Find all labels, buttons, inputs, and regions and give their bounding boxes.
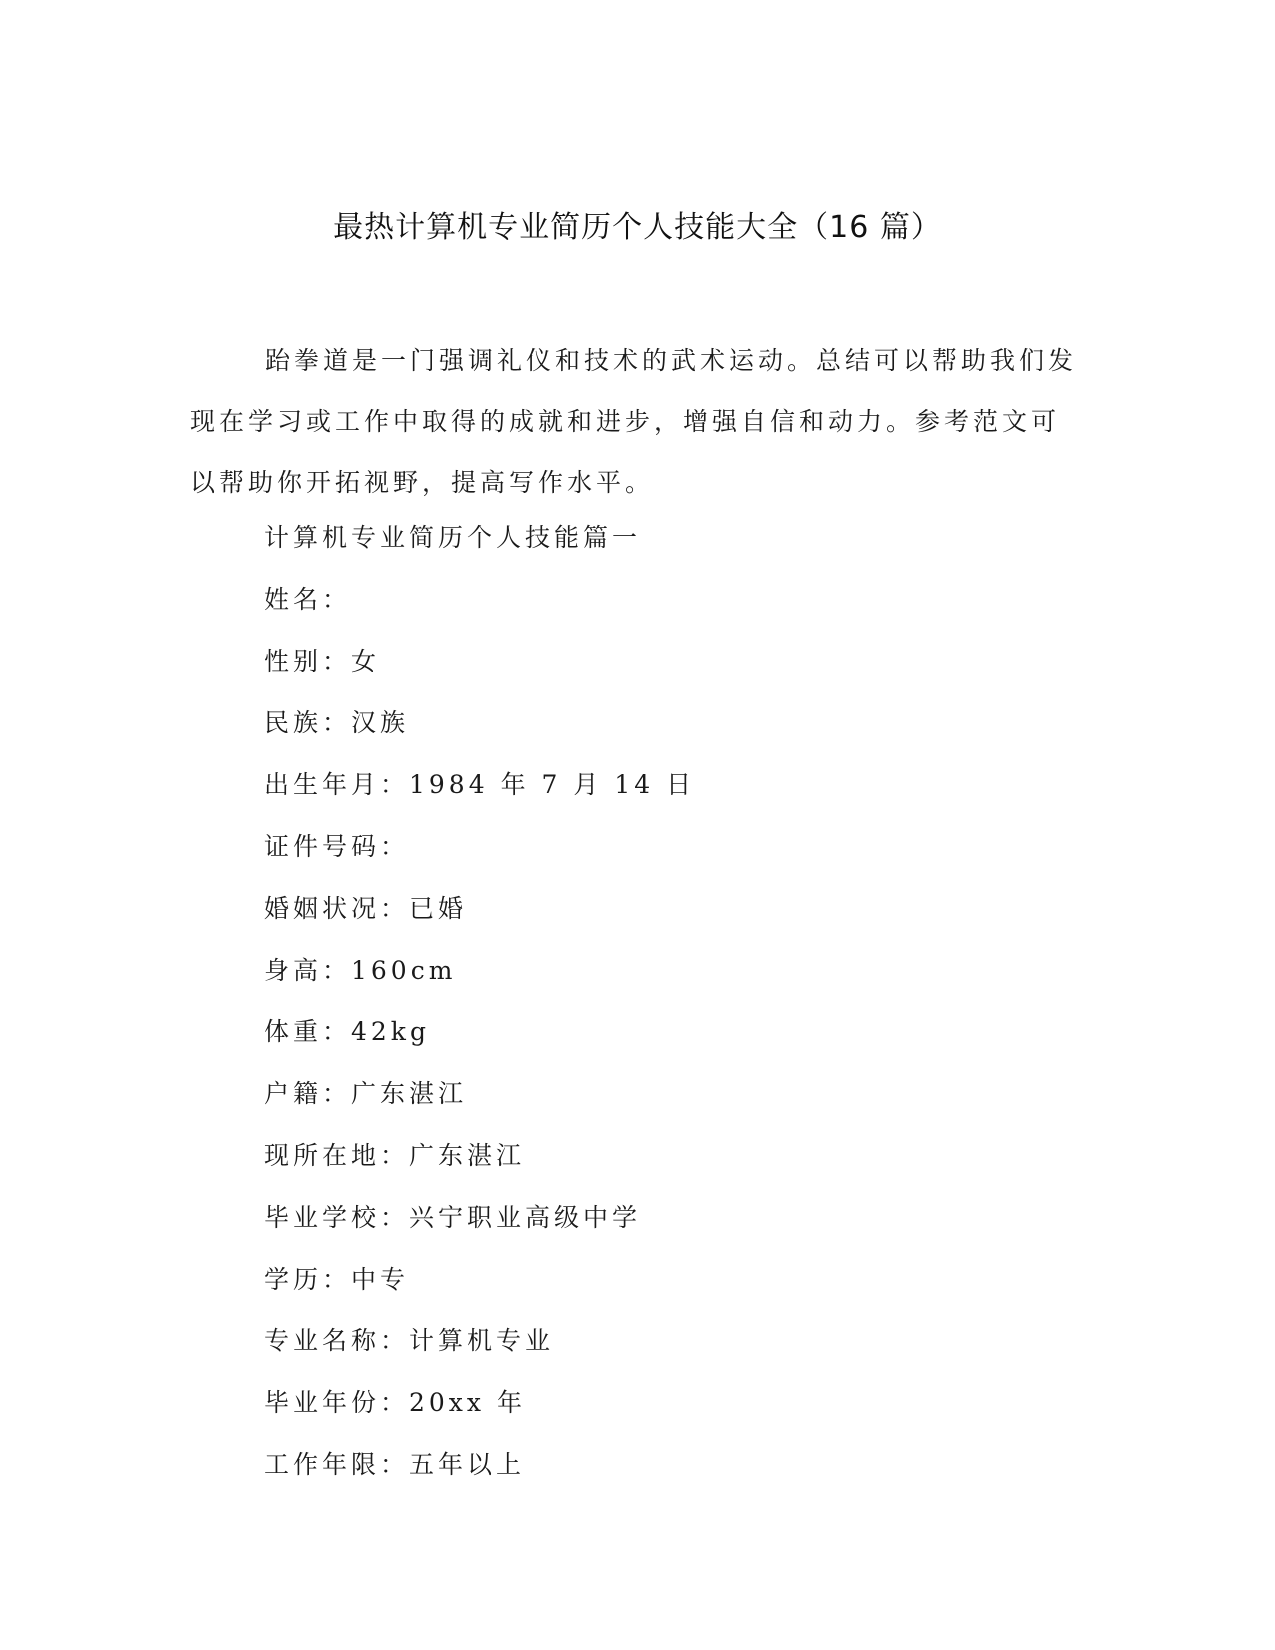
field-graduation-year: 毕业年份：20xx 年 [264, 1388, 526, 1418]
field-current-location: 现所在地：广东湛江 [264, 1140, 526, 1170]
field-work-years: 工作年限：五年以上 [264, 1449, 526, 1479]
resume-fields [264, 512, 695, 1501]
section-heading: 计算机专业简历个人技能篇一 [264, 523, 642, 552]
field-weight: 体重：42kg [264, 1017, 430, 1047]
field-school: 毕业学校：兴宁职业高级中学 [264, 1202, 642, 1232]
field-education: 学历：中专 [264, 1264, 410, 1294]
field-ethnicity: 民族：汉族 [264, 708, 410, 738]
field-gender: 性别：女 [264, 646, 381, 676]
field-household-registration: 户籍：广东湛江 [264, 1079, 468, 1109]
field-height: 身高：160cm [264, 955, 457, 985]
field-marital-status: 婚姻状况：已婚 [264, 893, 468, 923]
field-birth-date: 出生年月：1984 年 7 月 14 日 [264, 770, 696, 800]
document-title: 最热计算机专业简历个人技能大全（16 篇） [333, 210, 942, 245]
field-major: 专业名称：计算机专业 [264, 1326, 555, 1356]
intro-paragraph: 跆拳道是一门强调礼仪和技术的武术运动。总结可以帮助我们发现在学习或工作中取得的成就和进步，增强自信和动力。参考范文可以帮助你开拓视野，提高写作水平。 [190, 346, 1078, 497]
field-name: 姓名： [264, 584, 352, 614]
field-id-number: 证件号码： [264, 831, 410, 861]
